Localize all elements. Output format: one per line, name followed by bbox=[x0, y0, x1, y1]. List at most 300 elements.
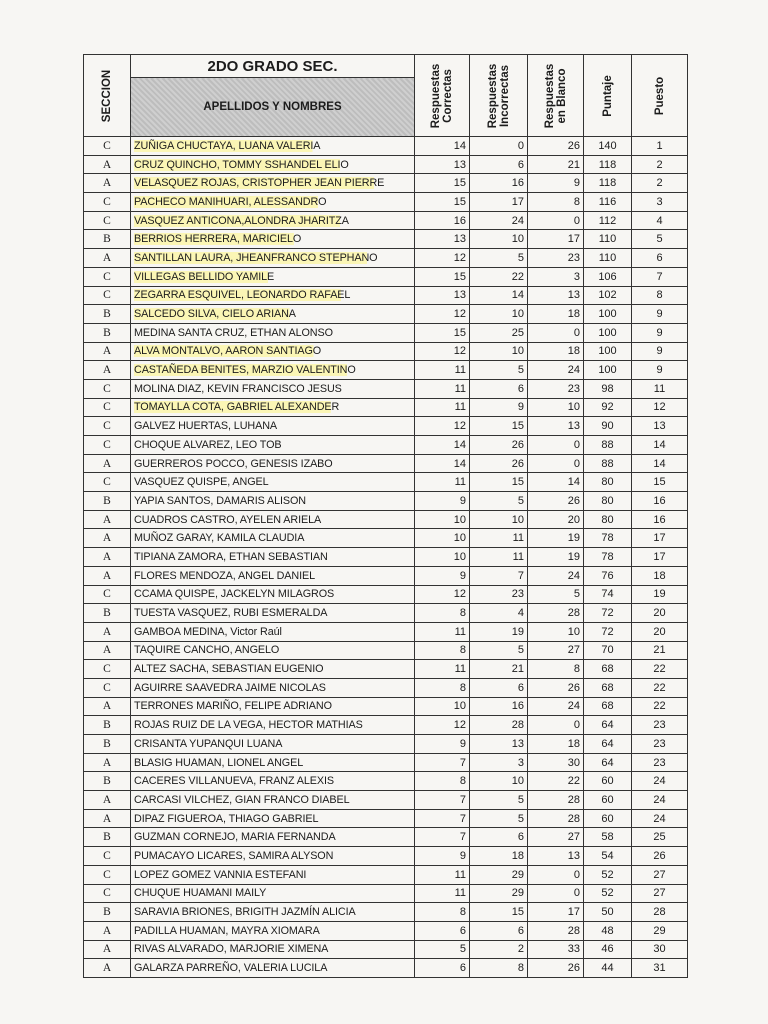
row-puntaje: 80 bbox=[584, 510, 632, 529]
row-correctas: 15 bbox=[415, 323, 470, 342]
row-seccion: A bbox=[84, 921, 131, 940]
row-incorrectas: 15 bbox=[470, 417, 528, 436]
row-puesto: 14 bbox=[632, 436, 688, 455]
row-correctas: 13 bbox=[415, 286, 470, 305]
table-row bbox=[84, 940, 688, 959]
row-puesto: 13 bbox=[632, 417, 688, 436]
header-nombres: APELLIDOS Y NOMBRES bbox=[131, 78, 415, 137]
row-name bbox=[131, 903, 415, 922]
row-puntaje: 90 bbox=[584, 417, 632, 436]
row-puesto: 28 bbox=[632, 903, 688, 922]
header-puntaje-label: Puntaje bbox=[601, 74, 614, 117]
row-puntaje: 78 bbox=[584, 529, 632, 548]
header-blanco bbox=[528, 55, 584, 137]
row-incorrectas: 19 bbox=[470, 622, 528, 641]
row-puesto: 2 bbox=[632, 155, 688, 174]
student-name: AGUIRRE SAAVEDRA JAIME NICOLAS bbox=[134, 681, 326, 694]
student-name: GUZMAN CORNEJO, MARIA FERNANDA bbox=[134, 831, 336, 844]
row-incorrectas: 21 bbox=[470, 660, 528, 679]
row-puesto: 24 bbox=[632, 809, 688, 828]
table-row bbox=[84, 753, 688, 772]
row-seccion: B bbox=[84, 903, 131, 922]
row-blanco: 19 bbox=[528, 529, 584, 548]
row-puesto: 1 bbox=[632, 137, 688, 156]
row-correctas: 11 bbox=[415, 622, 470, 641]
student-name: ALTEZ SACHA, SEBASTIAN EUGENIO bbox=[134, 663, 324, 676]
row-seccion: C bbox=[84, 884, 131, 903]
row-puesto: 26 bbox=[632, 847, 688, 866]
row-blanco: 26 bbox=[528, 959, 584, 978]
row-incorrectas: 5 bbox=[470, 791, 528, 810]
row-blanco: 8 bbox=[528, 193, 584, 212]
header-correctas-label: Respuestas Correctas bbox=[430, 63, 454, 128]
row-name bbox=[131, 716, 415, 735]
row-seccion: A bbox=[84, 454, 131, 473]
table-row bbox=[84, 772, 688, 791]
row-correctas: 15 bbox=[415, 174, 470, 193]
table-row bbox=[84, 884, 688, 903]
row-blanco: 27 bbox=[528, 828, 584, 847]
table-row bbox=[84, 697, 688, 716]
row-seccion: C bbox=[84, 286, 131, 305]
row-correctas: 12 bbox=[415, 585, 470, 604]
row-puesto: 31 bbox=[632, 959, 688, 978]
table-row bbox=[84, 379, 688, 398]
row-incorrectas: 5 bbox=[470, 809, 528, 828]
student-name: CARCASI VILCHEZ, GIAN FRANCO DIABEL bbox=[134, 793, 350, 806]
row-correctas: 9 bbox=[415, 847, 470, 866]
row-correctas: 10 bbox=[415, 697, 470, 716]
row-correctas: 12 bbox=[415, 716, 470, 735]
row-blanco: 10 bbox=[528, 622, 584, 641]
row-incorrectas: 8 bbox=[470, 959, 528, 978]
student-name: MEDINA SANTA CRUZ, ETHAN ALONSO bbox=[134, 326, 333, 339]
row-seccion: A bbox=[84, 342, 131, 361]
row-incorrectas: 23 bbox=[470, 585, 528, 604]
student-name: FLORES MENDOZA, ANGEL DANIEL bbox=[134, 569, 315, 582]
row-blanco: 0 bbox=[528, 211, 584, 230]
header-blanco-label: Respuestas en Blanco bbox=[543, 63, 568, 128]
row-puesto: 12 bbox=[632, 398, 688, 417]
row-puesto: 21 bbox=[632, 641, 688, 660]
table-row bbox=[84, 921, 688, 940]
row-correctas: 12 bbox=[415, 417, 470, 436]
row-blanco: 30 bbox=[528, 753, 584, 772]
row-seccion: A bbox=[84, 622, 131, 641]
row-name bbox=[131, 772, 415, 791]
row-puntaje: 140 bbox=[584, 137, 632, 156]
row-seccion: A bbox=[84, 940, 131, 959]
table-row bbox=[84, 436, 688, 455]
row-incorrectas: 29 bbox=[470, 884, 528, 903]
row-puntaje: 88 bbox=[584, 436, 632, 455]
table-row bbox=[84, 398, 688, 417]
row-incorrectas: 29 bbox=[470, 865, 528, 884]
table-row bbox=[84, 193, 688, 212]
row-puesto: 27 bbox=[632, 884, 688, 903]
row-puntaje: 64 bbox=[584, 716, 632, 735]
row-incorrectas: 6 bbox=[470, 828, 528, 847]
row-puesto: 27 bbox=[632, 865, 688, 884]
row-puntaje: 52 bbox=[584, 884, 632, 903]
row-puesto: 29 bbox=[632, 921, 688, 940]
row-correctas: 8 bbox=[415, 903, 470, 922]
row-puesto: 24 bbox=[632, 772, 688, 791]
row-name bbox=[131, 174, 415, 193]
row-incorrectas: 17 bbox=[470, 193, 528, 212]
student-name: VILLEGAS BELLIDO YAMILE bbox=[134, 270, 275, 283]
student-name: VASQUEZ QUISPE, ANGEL bbox=[134, 476, 269, 489]
row-incorrectas: 10 bbox=[470, 342, 528, 361]
row-name bbox=[131, 436, 415, 455]
row-name bbox=[131, 865, 415, 884]
row-puntaje: 64 bbox=[584, 735, 632, 754]
row-name bbox=[131, 809, 415, 828]
row-name bbox=[131, 585, 415, 604]
student-name: RIVAS ALVARADO, MARJORIE XIMENA bbox=[134, 943, 329, 956]
row-name bbox=[131, 510, 415, 529]
row-puesto: 11 bbox=[632, 379, 688, 398]
row-blanco: 9 bbox=[528, 174, 584, 193]
table-row bbox=[84, 622, 688, 641]
row-blanco: 13 bbox=[528, 417, 584, 436]
row-puntaje: 110 bbox=[584, 249, 632, 268]
row-incorrectas: 24 bbox=[470, 211, 528, 230]
student-name: VELASQUEZ ROJAS, CRISTOPHER JEAN PIERRE bbox=[134, 177, 385, 190]
student-name: TAQUIRE CANCHO, ANGELO bbox=[134, 644, 280, 657]
student-name: GALARZA PARREÑO, VALERIA LUCILA bbox=[134, 962, 328, 975]
header-puntaje bbox=[584, 55, 632, 137]
row-correctas: 5 bbox=[415, 940, 470, 959]
row-incorrectas: 6 bbox=[470, 921, 528, 940]
student-name: BERRIOS HERRERA, MARICIELO bbox=[134, 233, 302, 246]
row-seccion: A bbox=[84, 959, 131, 978]
student-name: CACERES VILLANUEVA, FRANZ ALEXIS bbox=[134, 775, 335, 788]
row-seccion: C bbox=[84, 678, 131, 697]
table-row bbox=[84, 641, 688, 660]
table-row bbox=[84, 174, 688, 193]
table-row bbox=[84, 529, 688, 548]
row-puesto: 4 bbox=[632, 211, 688, 230]
row-blanco: 28 bbox=[528, 604, 584, 623]
row-puntaje: 102 bbox=[584, 286, 632, 305]
row-correctas: 10 bbox=[415, 529, 470, 548]
row-puesto: 20 bbox=[632, 622, 688, 641]
sheet-title: 2DO GRADO SEC. bbox=[131, 55, 415, 78]
row-puesto: 7 bbox=[632, 267, 688, 286]
row-correctas: 9 bbox=[415, 492, 470, 511]
row-seccion: C bbox=[84, 865, 131, 884]
row-puntaje: 58 bbox=[584, 828, 632, 847]
student-name: SANTILLAN LAURA, JHEANFRANCO STEPHANO bbox=[134, 251, 378, 264]
row-seccion: C bbox=[84, 847, 131, 866]
row-blanco: 0 bbox=[528, 865, 584, 884]
row-incorrectas: 2 bbox=[470, 940, 528, 959]
row-puntaje: 68 bbox=[584, 697, 632, 716]
row-puesto: 23 bbox=[632, 716, 688, 735]
student-name: GALVEZ HUERTAS, LUHANA bbox=[134, 420, 277, 433]
row-puntaje: 98 bbox=[584, 379, 632, 398]
table-body bbox=[84, 137, 688, 978]
student-name: TERRONES MARIÑO, FELIPE ADRIANO bbox=[134, 700, 332, 713]
row-name bbox=[131, 753, 415, 772]
row-seccion: B bbox=[84, 492, 131, 511]
row-puntaje: 100 bbox=[584, 323, 632, 342]
row-seccion: C bbox=[84, 267, 131, 286]
row-correctas: 16 bbox=[415, 211, 470, 230]
row-puntaje: 112 bbox=[584, 211, 632, 230]
row-seccion: B bbox=[84, 604, 131, 623]
header-incorrectas bbox=[470, 55, 528, 137]
row-name bbox=[131, 323, 415, 342]
row-incorrectas: 15 bbox=[470, 903, 528, 922]
row-seccion: A bbox=[84, 791, 131, 810]
row-puntaje: 50 bbox=[584, 903, 632, 922]
row-incorrectas: 6 bbox=[470, 678, 528, 697]
row-name bbox=[131, 828, 415, 847]
row-incorrectas: 18 bbox=[470, 847, 528, 866]
row-puntaje: 100 bbox=[584, 361, 632, 380]
row-seccion: C bbox=[84, 417, 131, 436]
student-name: ZUÑIGA CHUCTAYA, LUANA VALERIA bbox=[134, 139, 321, 152]
row-blanco: 0 bbox=[528, 436, 584, 455]
row-seccion: A bbox=[84, 361, 131, 380]
student-name: ZEGARRA ESQUIVEL, LEONARDO RAFAEL bbox=[134, 289, 351, 302]
row-name bbox=[131, 137, 415, 156]
row-seccion: A bbox=[84, 548, 131, 567]
student-name: MUÑOZ GARAY, KAMILA CLAUDIA bbox=[134, 532, 305, 545]
row-correctas: 14 bbox=[415, 137, 470, 156]
row-name bbox=[131, 379, 415, 398]
row-blanco: 0 bbox=[528, 454, 584, 473]
row-incorrectas: 16 bbox=[470, 697, 528, 716]
table-row bbox=[84, 305, 688, 324]
row-seccion: C bbox=[84, 660, 131, 679]
row-puesto: 9 bbox=[632, 305, 688, 324]
row-name bbox=[131, 230, 415, 249]
row-seccion: A bbox=[84, 697, 131, 716]
row-puntaje: 68 bbox=[584, 660, 632, 679]
row-correctas: 7 bbox=[415, 753, 470, 772]
row-puntaje: 52 bbox=[584, 865, 632, 884]
row-name bbox=[131, 454, 415, 473]
row-correctas: 11 bbox=[415, 379, 470, 398]
row-puntaje: 78 bbox=[584, 548, 632, 567]
row-puntaje: 46 bbox=[584, 940, 632, 959]
student-name: BLASIG HUAMAN, LIONEL ANGEL bbox=[134, 756, 304, 769]
row-blanco: 10 bbox=[528, 398, 584, 417]
row-correctas: 9 bbox=[415, 735, 470, 754]
row-seccion: B bbox=[84, 716, 131, 735]
row-blanco: 14 bbox=[528, 473, 584, 492]
table-row bbox=[84, 959, 688, 978]
row-incorrectas: 5 bbox=[470, 492, 528, 511]
row-seccion: C bbox=[84, 211, 131, 230]
row-seccion: B bbox=[84, 735, 131, 754]
student-name: TOMAYLLA COTA, GABRIEL ALEXANDER bbox=[134, 401, 340, 414]
row-correctas: 7 bbox=[415, 791, 470, 810]
row-blanco: 13 bbox=[528, 286, 584, 305]
row-seccion: B bbox=[84, 230, 131, 249]
table-row bbox=[84, 342, 688, 361]
row-blanco: 5 bbox=[528, 585, 584, 604]
row-blanco: 0 bbox=[528, 716, 584, 735]
student-name: VASQUEZ ANTICONA,ALONDRA JHARITZA bbox=[134, 214, 349, 227]
row-puntaje: 80 bbox=[584, 492, 632, 511]
table-row bbox=[84, 323, 688, 342]
row-incorrectas: 10 bbox=[470, 510, 528, 529]
row-correctas: 14 bbox=[415, 436, 470, 455]
row-puntaje: 68 bbox=[584, 678, 632, 697]
row-puesto: 22 bbox=[632, 660, 688, 679]
table-row bbox=[84, 510, 688, 529]
row-incorrectas: 10 bbox=[470, 230, 528, 249]
row-correctas: 11 bbox=[415, 398, 470, 417]
row-correctas: 12 bbox=[415, 249, 470, 268]
student-name: PACHECO MANIHUARI, ALESSANDRO bbox=[134, 195, 327, 208]
row-seccion: C bbox=[84, 137, 131, 156]
row-correctas: 8 bbox=[415, 772, 470, 791]
row-incorrectas: 25 bbox=[470, 323, 528, 342]
row-incorrectas: 10 bbox=[470, 772, 528, 791]
row-seccion: A bbox=[84, 753, 131, 772]
row-correctas: 15 bbox=[415, 193, 470, 212]
row-puntaje: 100 bbox=[584, 305, 632, 324]
row-name bbox=[131, 735, 415, 754]
row-correctas: 7 bbox=[415, 828, 470, 847]
table-row bbox=[84, 417, 688, 436]
row-puesto: 8 bbox=[632, 286, 688, 305]
row-seccion: A bbox=[84, 510, 131, 529]
row-puntaje: 106 bbox=[584, 267, 632, 286]
row-blanco: 20 bbox=[528, 510, 584, 529]
student-name: SALCEDO SILVA, CIELO ARIANA bbox=[134, 308, 296, 321]
table-row bbox=[84, 716, 688, 735]
row-seccion: C bbox=[84, 398, 131, 417]
row-puntaje: 76 bbox=[584, 566, 632, 585]
table-row bbox=[84, 230, 688, 249]
row-seccion: C bbox=[84, 473, 131, 492]
header-incorrectas-label: Respuestas Incorrectas bbox=[486, 63, 511, 128]
row-puntaje: 70 bbox=[584, 641, 632, 660]
row-blanco: 18 bbox=[528, 735, 584, 754]
row-name bbox=[131, 566, 415, 585]
row-puntaje: 116 bbox=[584, 193, 632, 212]
row-name bbox=[131, 548, 415, 567]
row-seccion: C bbox=[84, 379, 131, 398]
row-blanco: 27 bbox=[528, 641, 584, 660]
row-blanco: 3 bbox=[528, 267, 584, 286]
student-name: SARAVIA BRIONES, BRIGITH JAZMÍN ALICIA bbox=[134, 906, 356, 919]
row-correctas: 10 bbox=[415, 548, 470, 567]
row-puesto: 9 bbox=[632, 342, 688, 361]
row-incorrectas: 6 bbox=[470, 155, 528, 174]
row-blanco: 17 bbox=[528, 230, 584, 249]
row-correctas: 6 bbox=[415, 921, 470, 940]
row-puesto: 6 bbox=[632, 249, 688, 268]
table-row bbox=[84, 566, 688, 585]
row-puntaje: 60 bbox=[584, 809, 632, 828]
row-incorrectas: 6 bbox=[470, 379, 528, 398]
row-blanco: 19 bbox=[528, 548, 584, 567]
row-blanco: 0 bbox=[528, 323, 584, 342]
table-row bbox=[84, 660, 688, 679]
row-puntaje: 60 bbox=[584, 772, 632, 791]
row-incorrectas: 9 bbox=[470, 398, 528, 417]
row-puntaje: 110 bbox=[584, 230, 632, 249]
header-puesto bbox=[632, 55, 688, 137]
table-row bbox=[84, 137, 688, 156]
student-name: CRUZ QUINCHO, TOMMY SSHANDEL ELIO bbox=[134, 158, 349, 171]
row-puntaje: 44 bbox=[584, 959, 632, 978]
table-row bbox=[84, 604, 688, 623]
row-name bbox=[131, 155, 415, 174]
student-name: TIPIANA ZAMORA, ETHAN SEBASTIAN bbox=[134, 550, 328, 563]
row-seccion: A bbox=[84, 249, 131, 268]
row-name bbox=[131, 193, 415, 212]
row-correctas: 14 bbox=[415, 454, 470, 473]
row-correctas: 12 bbox=[415, 342, 470, 361]
row-name bbox=[131, 791, 415, 810]
row-puesto: 14 bbox=[632, 454, 688, 473]
row-correctas: 8 bbox=[415, 641, 470, 660]
table-row bbox=[84, 585, 688, 604]
row-blanco: 28 bbox=[528, 809, 584, 828]
row-name bbox=[131, 921, 415, 940]
student-name: CHOQUE ALVAREZ, LEO TOB bbox=[134, 438, 282, 451]
table-row bbox=[84, 211, 688, 230]
row-correctas: 7 bbox=[415, 809, 470, 828]
student-name: ALVA MONTALVO, AARON SANTIAGO bbox=[134, 345, 322, 358]
table-row bbox=[84, 903, 688, 922]
row-puesto: 23 bbox=[632, 753, 688, 772]
row-correctas: 9 bbox=[415, 566, 470, 585]
row-seccion: A bbox=[84, 155, 131, 174]
row-puesto: 20 bbox=[632, 604, 688, 623]
row-seccion: A bbox=[84, 529, 131, 548]
row-name bbox=[131, 884, 415, 903]
row-seccion: B bbox=[84, 772, 131, 791]
table-row bbox=[84, 473, 688, 492]
row-incorrectas: 7 bbox=[470, 566, 528, 585]
row-incorrectas: 11 bbox=[470, 529, 528, 548]
row-name bbox=[131, 604, 415, 623]
row-name bbox=[131, 678, 415, 697]
row-seccion: A bbox=[84, 641, 131, 660]
student-name: GAMBOA MEDINA, Victor Raúl bbox=[134, 625, 282, 638]
header-seccion-label: SECCION bbox=[101, 69, 113, 122]
row-puesto: 3 bbox=[632, 193, 688, 212]
row-puntaje: 118 bbox=[584, 155, 632, 174]
row-blanco: 26 bbox=[528, 492, 584, 511]
table-row bbox=[84, 492, 688, 511]
row-seccion: B bbox=[84, 828, 131, 847]
row-correctas: 13 bbox=[415, 155, 470, 174]
row-puntaje: 72 bbox=[584, 622, 632, 641]
row-name bbox=[131, 342, 415, 361]
row-correctas: 11 bbox=[415, 865, 470, 884]
row-incorrectas: 11 bbox=[470, 548, 528, 567]
row-seccion: B bbox=[84, 305, 131, 324]
row-incorrectas: 13 bbox=[470, 735, 528, 754]
row-puntaje: 92 bbox=[584, 398, 632, 417]
row-puesto: 16 bbox=[632, 510, 688, 529]
row-name bbox=[131, 529, 415, 548]
row-puesto: 30 bbox=[632, 940, 688, 959]
row-blanco: 0 bbox=[528, 884, 584, 903]
student-name: MOLINA DIAZ, KEVIN FRANCISCO JESUS bbox=[134, 382, 342, 395]
row-blanco: 24 bbox=[528, 361, 584, 380]
